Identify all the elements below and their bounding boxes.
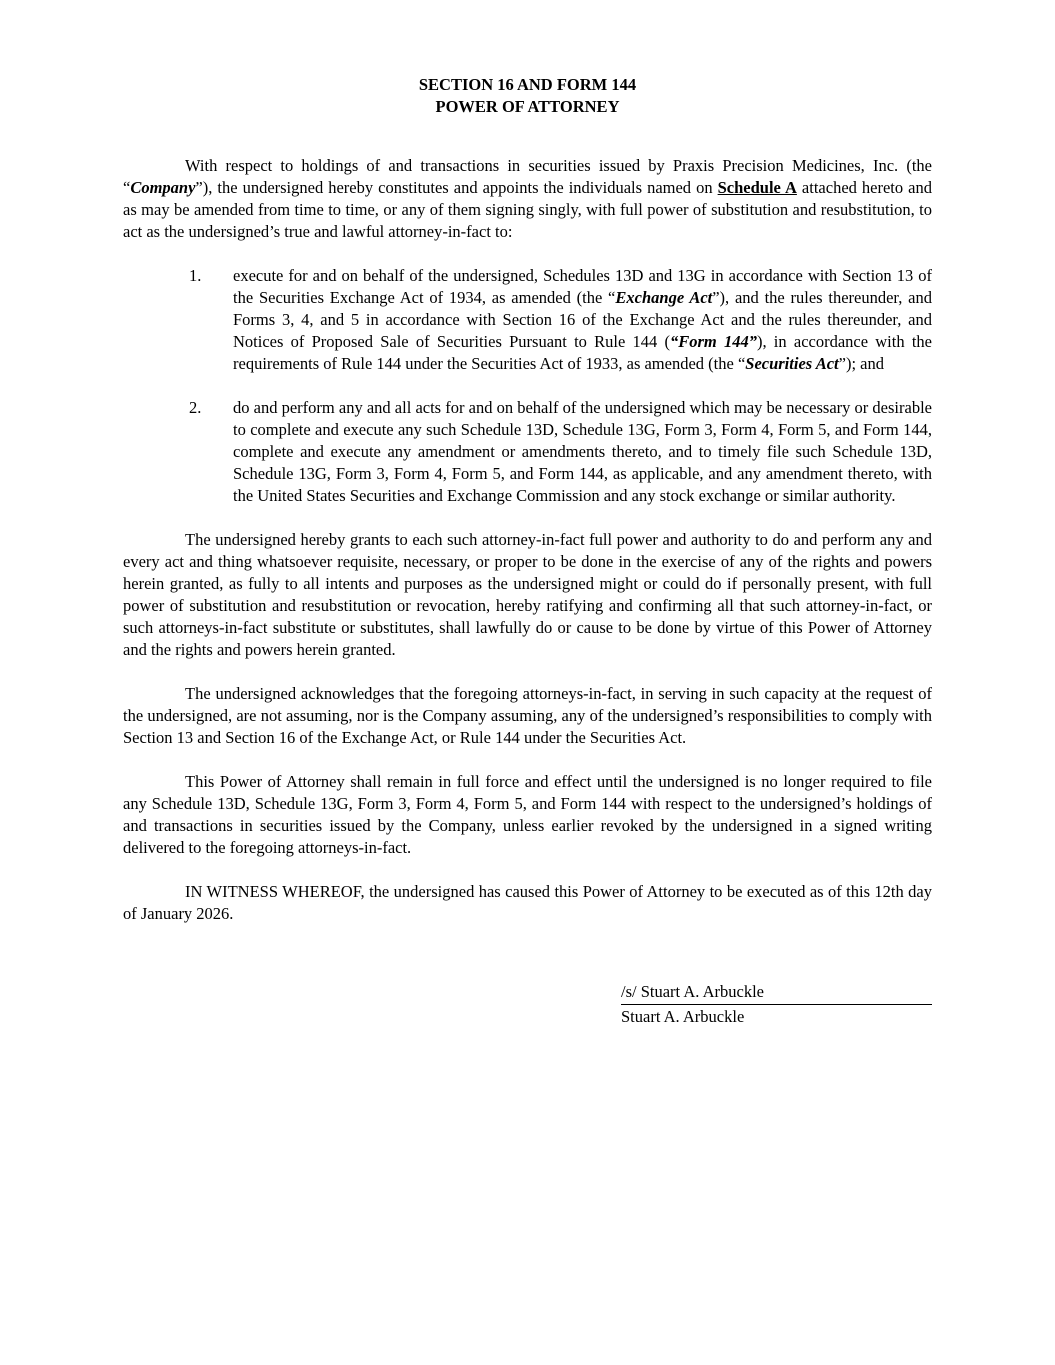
list-item-1 [123, 265, 932, 375]
paragraph-duration: This Power of Attorney shall remain in full force and effect until the undersigned is no longer required to file any Schedule 13D, Schedule 13G, Form 3, Form 4, Form 5, and Form 144 with respect to the undersigned’s holdings of and transactions in securities issued by the Company, unless earlier revoked by the undersigned in a signed writing delivered to the foregoing attorneys-in-fact. [123, 772, 932, 857]
signer-name: Stuart A. Arbuckle [621, 1007, 745, 1026]
list-item-2 [123, 397, 932, 507]
paragraph-grant: The undersigned hereby grants to each such attorney-in-fact full power and authority to do and perform any and every act and thing whatsoever requisite, necessary, or proper to be done in the exercise of any of the rights and powers herein granted, as fully to all intents and purposes as the undersigned might or could do if personally present, with full power of substitution and resubstitution or revocation, hereby ratifying and confirming all that such attorney-in-fact, or such attorneys-in-fact substitute or substitutes, shall lawfully do or cause to be done by virtue of this Power of Attorney and the rights and powers herein granted. [123, 530, 932, 659]
paragraph-intro: With respect to holdings of and transactions in securities issued by Praxis Precision Medicines, Inc. (the “Company”), the undersigned hereby constitutes and appoints the individuals named on Schedule A attached hereto and as may be amended from time to time, or any of them signing singly, with full power of substitution and resubstitution, to act as the undersigned’s true and lawful attorney-in-fact to: [123, 156, 932, 241]
list-item-number: 2. [189, 398, 202, 417]
signature-line: /s/ Stuart A. Arbuckle [621, 981, 932, 1005]
list-item-text: do and perform any and all acts for and on behalf of the undersigned which may be necessary or desirable to complete and execute any such Schedule 13D, Schedule 13G, Form 3, Form 4, Form 5, and Form 144, complete and execute any amendment or amendments thereto, and to timely file such Schedule 13D, Schedule 13G, Form 3, Form 4, Form 5, and Form 144, as applicable, and any amendment thereto, with the United States Securities and Exchange Commission and any stock exchange or similar authority. [233, 398, 932, 505]
signature-block [621, 981, 932, 1028]
list-item-number: 1. [189, 266, 202, 285]
document-title-line2: POWER OF ATTORNEY [435, 97, 620, 116]
list-item-text: execute for and on behalf of the undersigned, Schedules 13D and 13G in accordance with Section 13 of the Securities Exchange Act of 1934, as amended (the “Exchange Act”), and the rules thereunder, and Forms 3, 4, and 5 in accordance with Section 16 of the Exchange Act and the rules thereunder, and Notices of Proposed Sale of Securities Pursuant to Rule 144 (“Form 144”), in accordance with the requirements of Rule 144 under the Securities Act of 1933, as amended (the “Securities Act”); and [233, 266, 932, 373]
document-title-line1: SECTION 16 AND FORM 144 [418, 75, 637, 94]
paragraph-acknowledge: The undersigned acknowledges that the foregoing attorneys-in-fact, in serving in such capacity at the request of the undersigned, are not assuming, nor is the Company assuming, any of the undersigned’s responsibilities to comply with Section 13 and Section 16 of the Exchange Act, or Rule 144 under the Securities Act. [123, 684, 932, 747]
document-title [123, 74, 932, 118]
paragraph-witness: IN WITNESS WHEREOF, the undersigned has caused this Power of Attorney to be executed as of this 12th day of January 2026. [123, 882, 932, 923]
